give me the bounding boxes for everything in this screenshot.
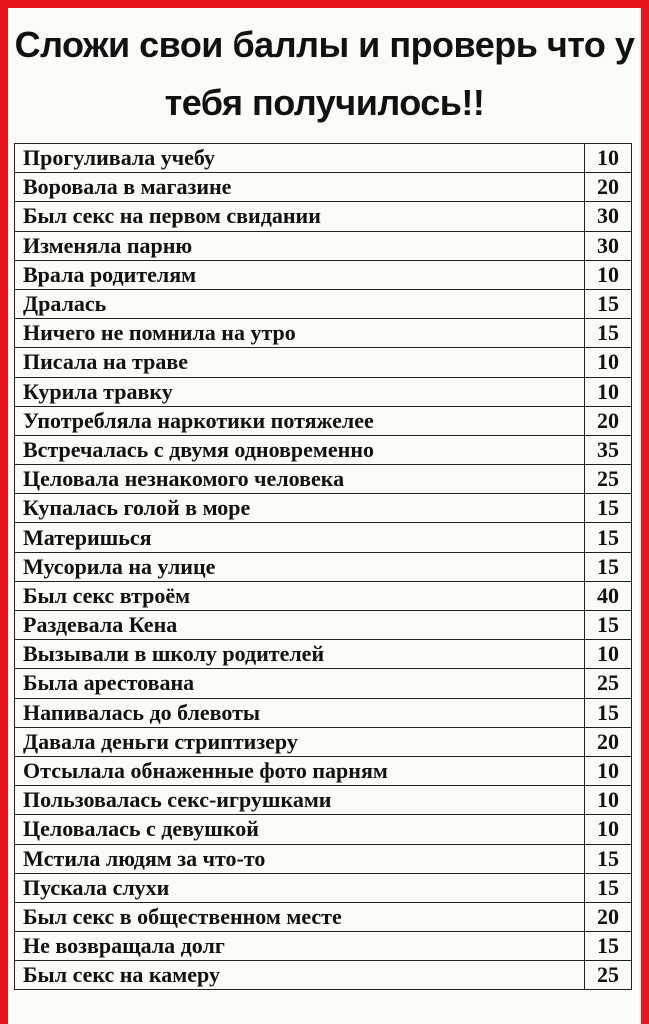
table-row — [15, 815, 632, 844]
item-label: Отсылала обнаженные фото парням — [15, 756, 585, 785]
table-row — [15, 698, 632, 727]
item-label: Целовалась с девушкой — [15, 815, 585, 844]
item-points: 30 — [585, 231, 632, 260]
item-points: 15 — [585, 698, 632, 727]
item-points: 10 — [585, 786, 632, 815]
item-points: 15 — [585, 319, 632, 348]
table-row — [15, 581, 632, 610]
item-label: Воровала в магазине — [15, 173, 585, 202]
item-label: Был секс на камеру — [15, 961, 585, 990]
item-label: Пользовалась секс-игрушками — [15, 786, 585, 815]
item-label: Раздевала Кена — [15, 611, 585, 640]
item-label: Купалась голой в море — [15, 494, 585, 523]
table-row — [15, 173, 632, 202]
table-row — [15, 435, 632, 464]
table-row — [15, 144, 632, 173]
item-label: Целовала незнакомого человека — [15, 465, 585, 494]
title-line-1: Сложи свои баллы и проверь что у — [14, 24, 635, 65]
table-row — [15, 873, 632, 902]
item-label: Писала на траве — [15, 348, 585, 377]
item-points: 10 — [585, 260, 632, 289]
item-points: 15 — [585, 611, 632, 640]
item-points: 10 — [585, 756, 632, 785]
item-points: 40 — [585, 581, 632, 610]
item-points: 25 — [585, 465, 632, 494]
item-points: 10 — [585, 348, 632, 377]
item-label: Употребляла наркотики потяжелее — [15, 406, 585, 435]
item-label: Был секс на первом свидании — [15, 202, 585, 231]
table-row — [15, 961, 632, 990]
score-table — [14, 143, 632, 990]
item-label: Напивалась до блевоты — [15, 698, 585, 727]
item-points: 10 — [585, 815, 632, 844]
item-points: 15 — [585, 552, 632, 581]
item-points: 30 — [585, 202, 632, 231]
item-points: 15 — [585, 844, 632, 873]
item-points: 10 — [585, 144, 632, 173]
item-points: 15 — [585, 932, 632, 961]
item-points: 15 — [585, 873, 632, 902]
item-points: 15 — [585, 523, 632, 552]
item-points: 15 — [585, 289, 632, 318]
table-row — [15, 319, 632, 348]
item-label: Прогуливала учебу — [15, 144, 585, 173]
table-row — [15, 202, 632, 231]
table-row — [15, 231, 632, 260]
item-points: 10 — [585, 377, 632, 406]
item-label: Давала деньги стриптизеру — [15, 727, 585, 756]
table-row — [15, 902, 632, 931]
item-label: Была арестована — [15, 669, 585, 698]
table-row — [15, 932, 632, 961]
title-line-2: тебя получилось!! — [164, 82, 485, 123]
item-points: 15 — [585, 494, 632, 523]
item-points: 20 — [585, 173, 632, 202]
table-row — [15, 611, 632, 640]
item-points: 35 — [585, 435, 632, 464]
item-label: Мстила людям за что-то — [15, 844, 585, 873]
item-points: 20 — [585, 406, 632, 435]
item-label: Был секс в общественном месте — [15, 902, 585, 931]
score-table-body — [15, 144, 632, 990]
item-label: Пускала слухи — [15, 873, 585, 902]
table-row — [15, 494, 632, 523]
item-label: Изменяла парню — [15, 231, 585, 260]
table-row — [15, 640, 632, 669]
table-row — [15, 465, 632, 494]
table-row — [15, 669, 632, 698]
page-title — [8, 16, 641, 132]
item-label: Не возвращала долг — [15, 932, 585, 961]
item-points: 25 — [585, 669, 632, 698]
item-label: Дралась — [15, 289, 585, 318]
item-label: Встречалась с двумя одновременно — [15, 435, 585, 464]
item-label: Курила травку — [15, 377, 585, 406]
table-row — [15, 552, 632, 581]
item-label: Мусорила на улице — [15, 552, 585, 581]
item-points: 25 — [585, 961, 632, 990]
table-row — [15, 786, 632, 815]
item-label: Материшься — [15, 523, 585, 552]
table-row — [15, 406, 632, 435]
item-points: 20 — [585, 727, 632, 756]
table-row — [15, 523, 632, 552]
table-row — [15, 844, 632, 873]
item-points: 20 — [585, 902, 632, 931]
item-points: 10 — [585, 640, 632, 669]
table-row — [15, 348, 632, 377]
table-row — [15, 727, 632, 756]
table-row — [15, 377, 632, 406]
item-label: Был секс втроём — [15, 581, 585, 610]
item-label: Вызывали в школу родителей — [15, 640, 585, 669]
item-label: Ничего не помнила на утро — [15, 319, 585, 348]
table-row — [15, 756, 632, 785]
score-sheet — [8, 8, 641, 1024]
table-row — [15, 260, 632, 289]
table-row — [15, 289, 632, 318]
item-label: Врала родителям — [15, 260, 585, 289]
